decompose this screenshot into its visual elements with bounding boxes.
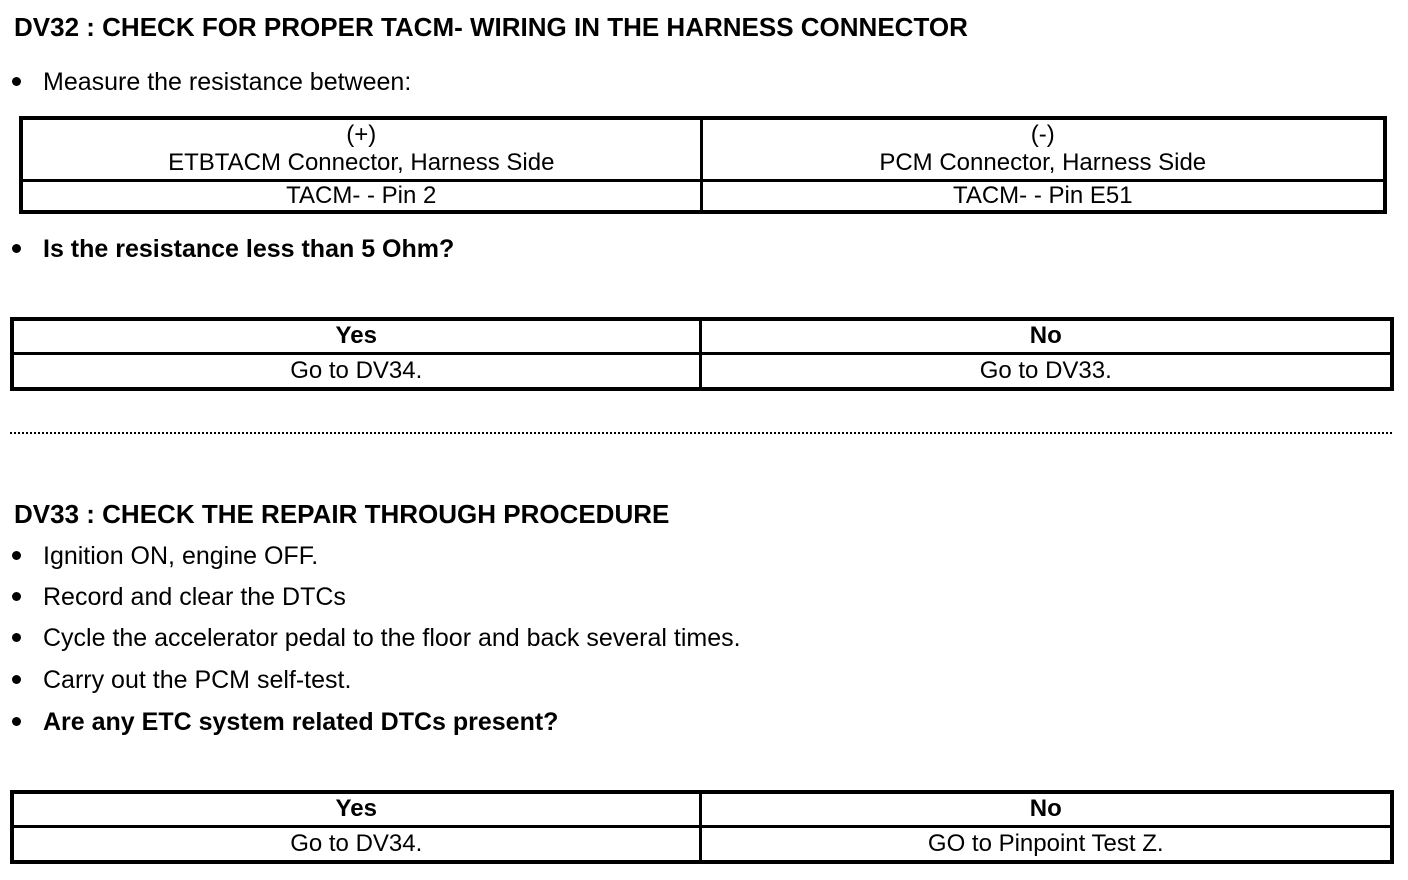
measure-value-positive: TACM- - Pin 2 [21,180,701,212]
dv33-step [12,623,741,653]
section-divider [10,432,1392,434]
dv32-question [12,234,454,264]
bullet-icon [12,675,21,684]
table-row [12,353,1392,389]
negative-sign: (-) [1030,121,1055,149]
dv33-question-text: Are any ETC system related DTCs present? [43,708,559,736]
dv32-question-text: Is the resistance less than 5 Ohm? [43,235,455,263]
dv33-step-text: Ignition ON, engine OFF. [43,542,319,570]
dv32-heading: DV32 : CHECK FOR PROPER TACM- WIRING IN THE HARNESS CONNECTOR [14,12,968,42]
yes-action: Go to DV34. [12,353,700,389]
dv33-heading: DV33 : CHECK THE REPAIR THROUGH PROCEDURE [14,499,670,529]
table-row [12,319,1392,353]
positive-connector-label: ETBTACM Connector, Harness Side [168,149,555,177]
no-header: No [700,319,1392,353]
table-row [12,826,1392,862]
positive-sign: (+) [346,121,377,149]
dv32-step-measure-text: Measure the resistance between: [43,68,412,96]
no-header: No [700,792,1392,826]
dv33-step [12,541,318,571]
table-row [12,792,1392,826]
table-row [21,180,1385,212]
no-action: GO to Pinpoint Test Z. [700,826,1392,862]
dv32-measure-table [19,116,1387,214]
bullet-icon [12,717,21,726]
dv32-step-measure [12,67,411,97]
yes-header: Yes [12,792,700,826]
yes-action: Go to DV34. [12,826,700,862]
dv33-step-text: Record and clear the DTCs [43,583,346,611]
table-row [21,118,1385,180]
dv33-step-text: Cycle the accelerator pedal to the floor and back several times. [43,624,741,652]
dv33-result-table [10,790,1394,864]
negative-connector-label: PCM Connector, Harness Side [879,149,1207,177]
bullet-icon [12,77,21,86]
dv32-result-table [10,317,1394,391]
measure-value-negative: TACM- - Pin E51 [701,180,1385,212]
dv33-step [12,665,351,695]
dv33-step [12,582,346,612]
no-action: Go to DV33. [700,353,1392,389]
dv33-question [12,707,558,737]
bullet-icon [12,633,21,642]
bullet-icon [12,551,21,560]
bullet-icon [12,592,21,601]
measure-header-negative [701,118,1385,180]
dv33-step-text: Carry out the PCM self-test. [43,666,352,694]
bullet-icon [12,244,21,253]
measure-header-positive [21,118,701,180]
yes-header: Yes [12,319,700,353]
